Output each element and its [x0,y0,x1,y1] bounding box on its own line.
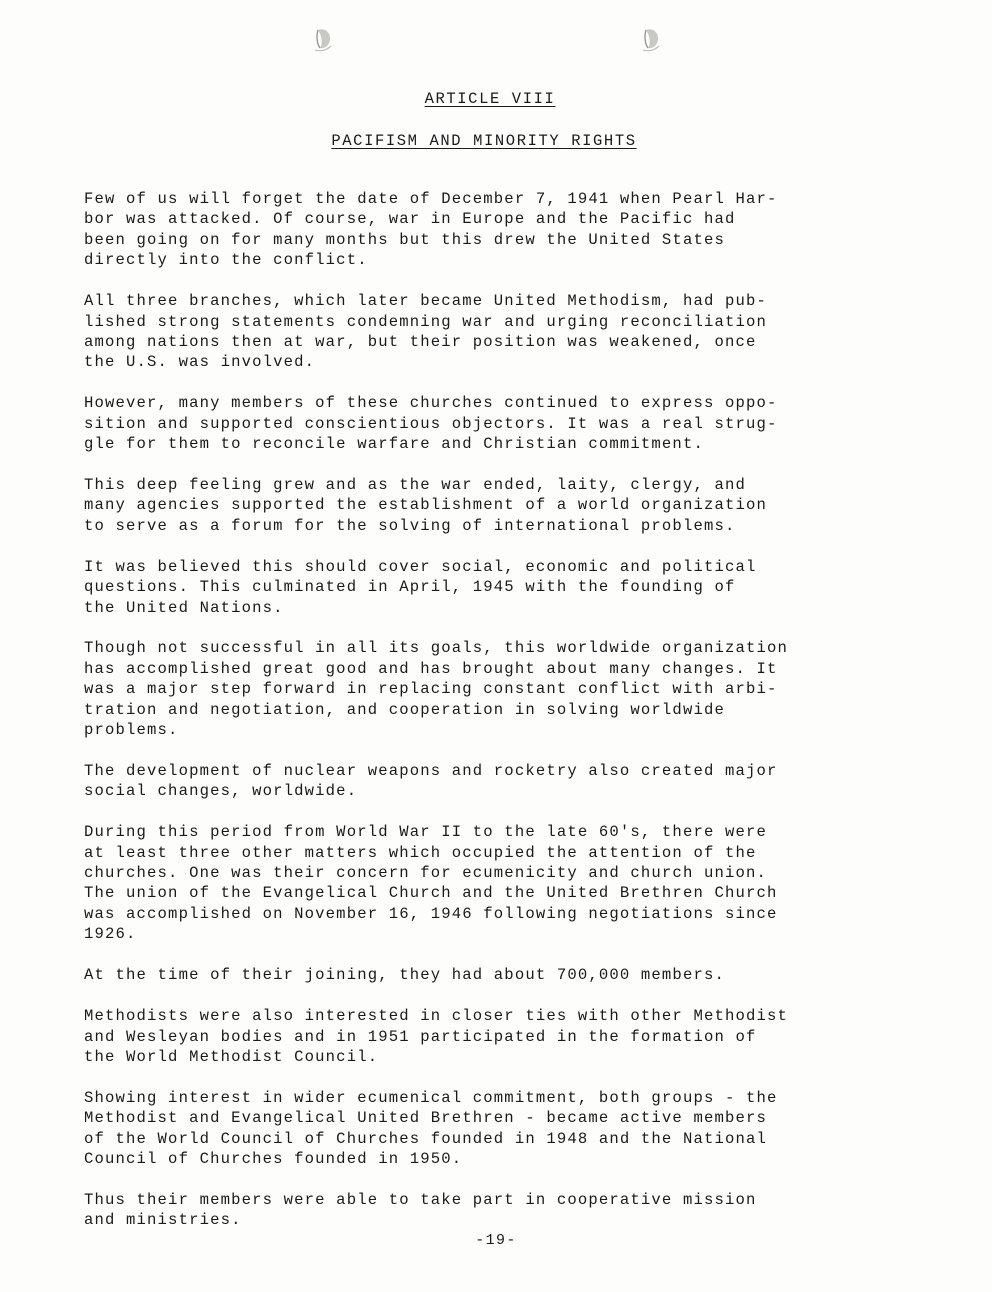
page-number: -19- [475,1232,517,1249]
paragraph: All three branches, which later became United Methodism, had pub- lished strong statements condemning war and urging reconciliation among nations then at war, but their position was weakened, once the U.S. was involved. [84,292,768,372]
paragraph: Though not successful in all its goals, this worldwide organization has accomplished great good and has brought about many changes. It was a major step forward in replacing constant conflict with arbi- tration and negotiation, and cooperation in solving worldwide problems. [84,639,789,740]
article-body [84,189,904,1251]
paragraph: At the time of their joining, they had about 700,000 members. [84,966,725,985]
article-heading: ARTICLE VIII [424,90,556,108]
article-title: PACIFISM AND MINORITY RIGHTS [331,132,637,150]
paragraph: During this period from World War II to the late 60's, there were at least three other matters which occupied the attention of the churches. One was their concern for ecumenicity and church union. The union of the Evangelical Church and the United Brethren Church was accomplished on November 16, 1946 following negotiations since 1926. [84,823,778,944]
punch-hole-left-icon [312,26,334,52]
paragraph: The development of nuclear weapons and rocketry also created major social changes, worldwide. [84,761,778,801]
punch-hole-right-icon [640,26,662,52]
paragraph: Thus their members were able to take part in cooperative mission and ministries. [84,1190,757,1230]
paragraph: Few of us will forget the date of December 7, 1941 when Pearl Har- bor was attacked. Of course, war in Europe and the Pacific had been going on for many months but this drew the United States directly into the conflict. [84,190,778,270]
paragraph: Methodists were also interested in closer ties with other Methodist and Wesleyan bodies and in 1951 participated in the formation of the World Methodist Council. [84,1007,789,1066]
paragraph: It was believed this should cover social, economic and political questions. This culminated in April, 1945 with the founding of the United Nations. [84,557,757,617]
paragraph: However, many members of these churches continued to express oppo- sition and supported conscientious objectors. It was a real strug- gle for them to reconcile warfare and Christian commitment. [84,394,778,454]
paragraph: This deep feeling grew and as the war ended, laity, clergy, and many agencies supported the establishment of a world organization to serve as a forum for the solving of international problems. [84,475,768,535]
paragraph: Showing interest in wider ecumenical commitment, both groups - the Methodist and Evangelical United Brethren - became active members of the World Council of Churches founded in 1948 and the National Council of Churches founded in 1950. [84,1088,778,1169]
